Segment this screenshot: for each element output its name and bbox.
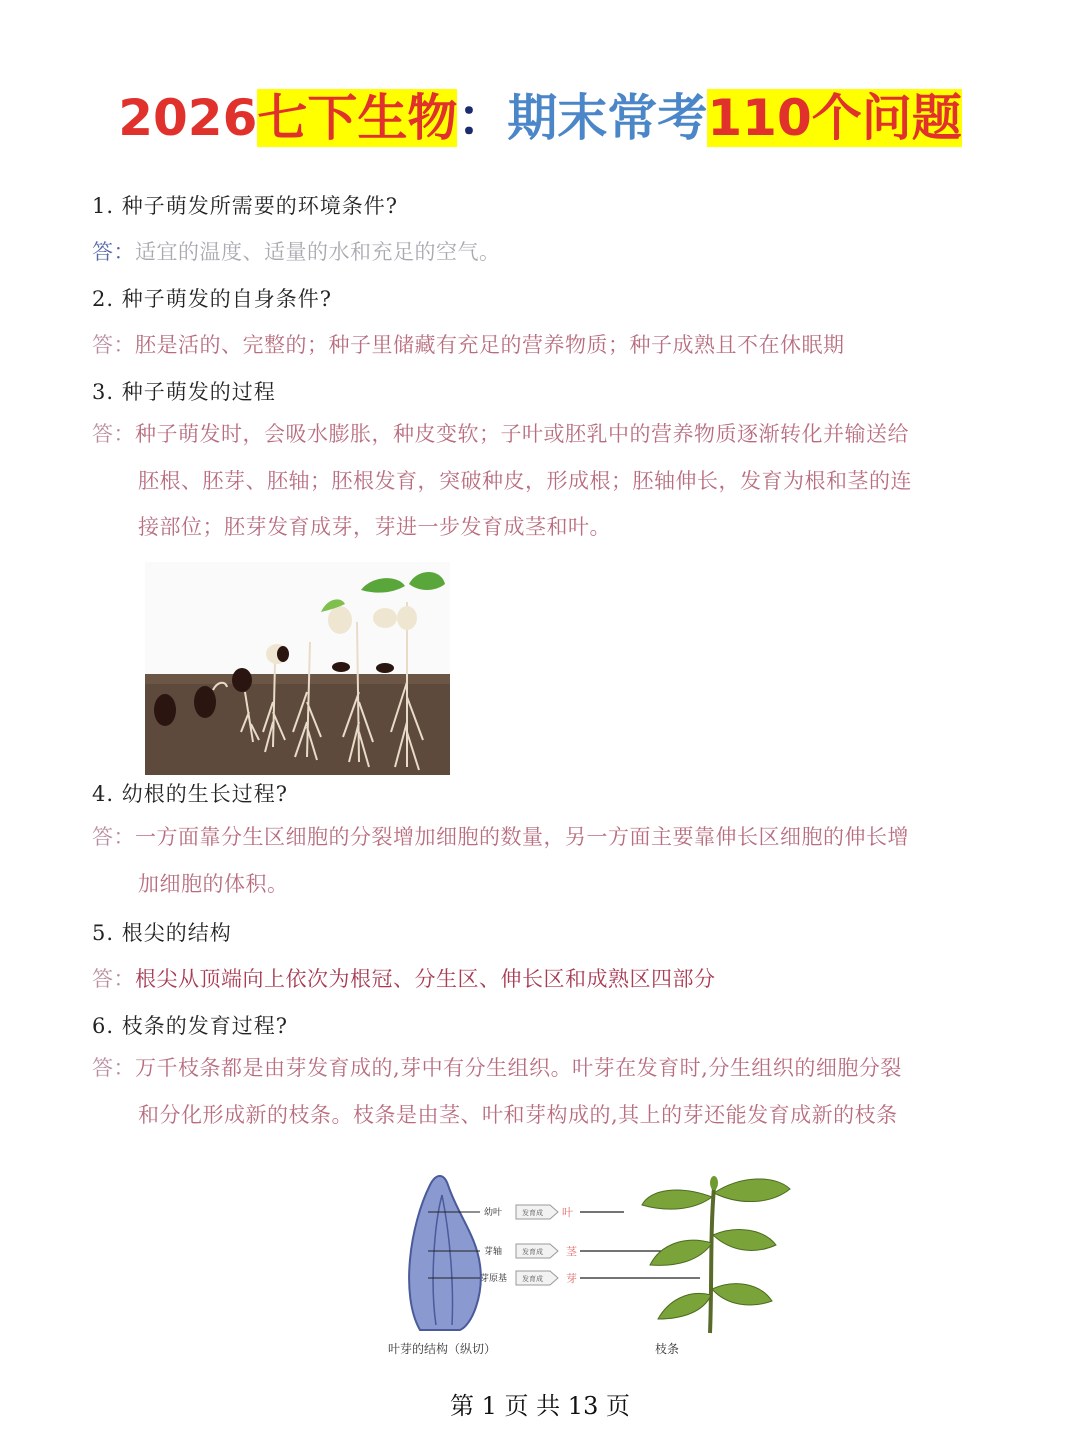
title-colon: ： [457, 89, 508, 147]
arrow-label: 发育成 [522, 1275, 543, 1283]
answer-text: 一方面靠分生区细胞的分裂增加细胞的数量，另一方面主要靠伸长区细胞的伸长增 [135, 825, 909, 849]
answer-text: 和分化形成新的枝条。枝条是由茎、叶和芽构成的,其上的芽还能发育成新的枝条 [138, 1102, 898, 1127]
result-label: 芽 [566, 1272, 577, 1285]
figure-caption-left: 叶芽的结构（纵切） [388, 1342, 497, 1356]
answer-label: 答： [92, 333, 135, 357]
arrow-label: 发育成 [522, 1209, 543, 1217]
bud-label: 芽轴 [484, 1247, 503, 1257]
answer-1 [92, 236, 501, 266]
answer-2 [92, 329, 845, 359]
answer-text: 胚根、胚芽、胚轴；胚根发育，突破种皮，形成根；胚轴伸长，发育为根和茎的连 [138, 468, 912, 493]
answer-label: 答： [92, 422, 135, 446]
answer-text: 胚是活的、完整的；种子里储藏有充足的营养物质；种子成熟且不在休眠期 [135, 333, 845, 357]
title-count: 110个问题 [707, 89, 962, 147]
bud-label: 芽原基 [480, 1274, 508, 1284]
answer-text: 适宜的温度、适量的水和充足的空气。 [135, 240, 501, 264]
answer-label: 答： [92, 1056, 135, 1080]
question-2: 2. 种子萌发的自身条件? [92, 287, 332, 311]
figure-caption-right: 枝条 [655, 1342, 680, 1356]
answer-3 [92, 411, 912, 551]
question-6: 6. 枝条的发育过程? [92, 1014, 288, 1038]
answer-text: 种子萌发时，会吸水膨胀，种皮变软；子叶或胚乳中的营养物质逐渐转化并输送给 [135, 422, 909, 446]
page-title [0, 86, 1080, 150]
title-exam: 期末常考 [507, 89, 708, 147]
title-subject: 七下生物 [257, 89, 458, 147]
answer-label: 答： [92, 240, 135, 264]
bud-label: 幼叶 [484, 1208, 503, 1218]
answer-4 [92, 814, 909, 907]
page-footer: 第 1 页 共 13 页 [450, 1392, 630, 1420]
answer-6 [92, 1045, 902, 1138]
leaf-bud-diagram [380, 1165, 810, 1335]
answer-text: 接部位；胚芽发育成芽，芽进一步发育成茎和叶。 [138, 515, 611, 539]
answer-label: 答： [92, 967, 135, 991]
result-label: 叶 [562, 1206, 573, 1219]
seed-germination-image [145, 562, 450, 775]
result-label: 茎 [566, 1245, 577, 1258]
arrow-label: 发育成 [522, 1248, 543, 1256]
title-year: 2026 [118, 89, 258, 147]
answer-text: 根尖从顶端向上依次为根冠、分生区、伸长区和成熟区四部分 [135, 967, 716, 991]
answer-label: 答： [92, 825, 135, 849]
answer-text: 万千枝条都是由芽发育成的,芽中有分生组织。叶芽在发育时,分生组织的细胞分裂 [135, 1056, 902, 1080]
question-3: 3. 种子萌发的过程 [92, 380, 276, 404]
question-4: 4. 幼根的生长过程? [92, 782, 288, 806]
question-5: 5. 根尖的结构 [92, 921, 232, 945]
answer-text: 加细胞的体积。 [138, 871, 289, 896]
question-1: 1. 种子萌发所需要的环境条件? [92, 194, 398, 218]
answer-5 [92, 963, 716, 993]
